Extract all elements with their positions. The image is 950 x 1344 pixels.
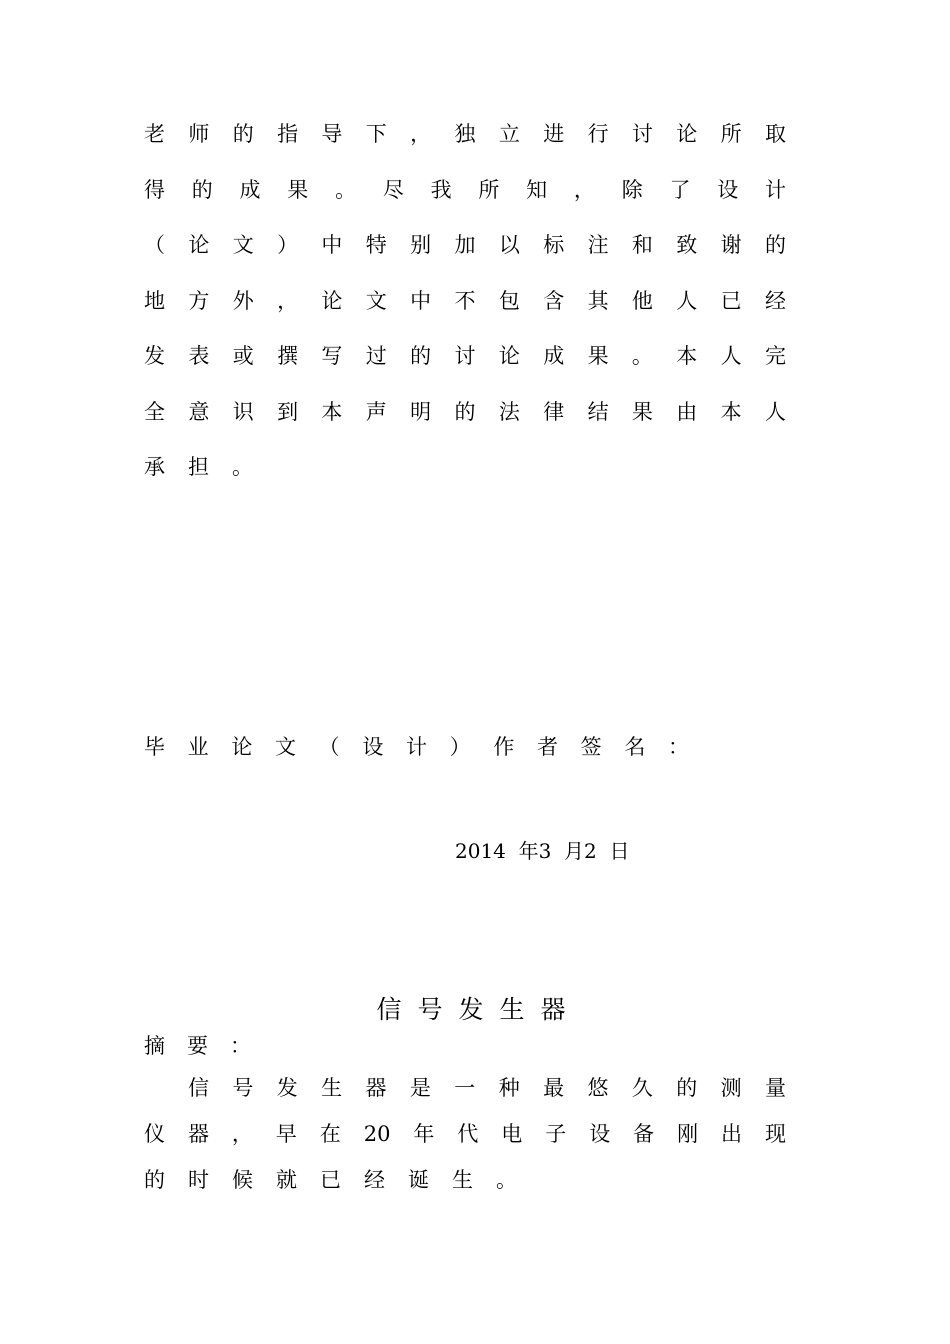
- abstract-line-2: 仪器，早在20年代电子设备刚出现: [144, 1122, 786, 1146]
- declaration-line-7: 承担。: [144, 455, 276, 479]
- author-signature-label: 毕业论文（设计）作者签名：: [144, 735, 689, 759]
- declaration-line-4: 地方外，论文中不包含其他人已经: [144, 289, 786, 313]
- abstract-line-3: 的时候就已经诞生。: [144, 1168, 540, 1192]
- thesis-title: 信号发生器: [376, 995, 582, 1024]
- declaration-line-6: 全意识到本声明的法律结果由本人: [144, 400, 786, 424]
- abstract-line-1: 信号发生器是一种最悠久的测量: [188, 1076, 786, 1100]
- declaration-line-5: 发表或撰写过的讨论成果。本人完: [144, 344, 786, 368]
- signature-date: 2014 年3 月2 日: [455, 839, 630, 863]
- declaration-line-3: （论文）中特别加以标注和致谢的: [144, 233, 786, 257]
- declaration-line-2: 得的成果。尽我所知，除了设计: [144, 178, 786, 202]
- declaration-line-1: 老师的指导下，独立进行讨论所取: [144, 122, 786, 146]
- abstract-label: 摘要：: [144, 1034, 273, 1058]
